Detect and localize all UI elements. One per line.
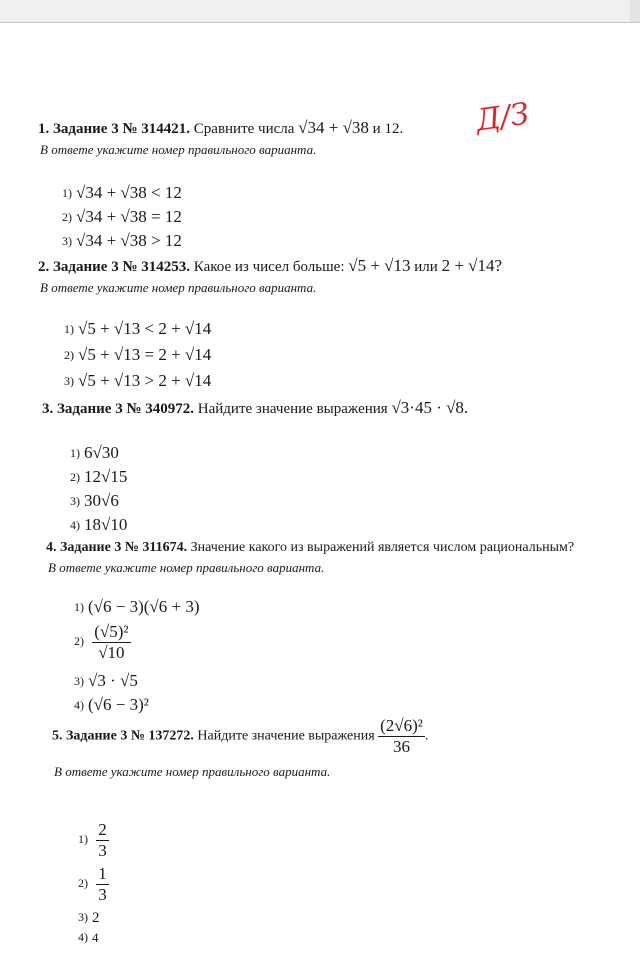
question-1-title: Задание 3 № 314421.	[53, 121, 191, 137]
question-2-title: Задание 3 № 314253.	[53, 259, 191, 275]
question-5-option-1: 1) $\frac{2}{3}$	[78, 820, 107, 860]
scroll-edge	[630, 0, 640, 22]
handwritten-note: Д/З	[473, 96, 532, 139]
question-4-prompt: Значение какого из выражений является числом рациональным?	[190, 540, 575, 555]
question-4-option-1: 1) (√6 − 3)(√6 + 3)	[74, 597, 200, 616]
question-5-prompt: Найдите значение выражения	[197, 728, 375, 744]
question-1-note: В ответе укажите номер правильного варианта.	[40, 142, 317, 157]
question-2-note: В ответе укажите номер правильного варианта.	[40, 280, 317, 295]
question-2-option-3: 3) √5 + √13 > 2 + √14	[64, 371, 212, 390]
question-2-header	[38, 256, 502, 277]
question-2-tail: или	[414, 259, 438, 275]
browser-top-bar	[0, 0, 640, 23]
question-3-prompt: Найдите значение выражения	[197, 401, 388, 417]
fraction: $\frac{\text{(√5)²}}{√10}$	[94, 622, 129, 662]
question-4-option-4: 4) (√6 − 3)²	[74, 695, 149, 714]
question-3-option-1: 1) 6√30	[70, 443, 119, 462]
question-3-expression: √3·45 · √8.	[391, 398, 469, 417]
question-5-title: Задание 3 № 137272.	[66, 728, 194, 744]
question-5-header: 5. Задание 3 № 137272. Найдите значение выражения $\frac{\text{(2√6)²}}{36}$ .	[52, 716, 429, 756]
question-1-prompt: Сравните числа	[193, 121, 295, 137]
question-3-option-3: 3) 30√6	[70, 491, 119, 510]
question-4-option-3: 3) √3 · √5	[74, 671, 138, 690]
question-4-option-2: 2) $\frac{\text{(√5)²}}{√10}$	[74, 622, 129, 662]
question-2-option-2: 2) √5 + √13 = 2 + √14	[64, 345, 212, 364]
question-1-option-1: 1) √34 + √38 < 12	[62, 183, 182, 202]
question-5-number: 5.	[52, 728, 63, 744]
question-1-number: 1.	[38, 121, 50, 137]
question-1-option-2: 2) √34 + √38 = 12	[62, 207, 182, 226]
question-2-expression: √5 + √13	[348, 256, 411, 275]
question-2-expression-2: 2 + √14?	[441, 256, 503, 275]
question-5-note: В ответе укажите номер правильного варианта.	[54, 764, 331, 779]
question-1-tail: и 12.	[372, 121, 404, 137]
question-1-expression: √34 + √38	[298, 118, 369, 137]
question-5-expression: $\frac{\text{(2√6)²}}{36}$	[380, 716, 423, 756]
question-5-option-2: 2) $\frac{1}{3}$	[78, 864, 107, 904]
question-5-option-4: 4) 4	[78, 930, 99, 945]
question-5-option-3: 3) 2	[78, 910, 100, 926]
fraction: $\frac{1}{3}$	[98, 864, 107, 904]
question-3-option-2: 2) 12√15	[70, 467, 128, 486]
question-1-header	[38, 118, 403, 139]
question-3-option-4: 4) 18√10	[70, 515, 128, 534]
question-1-option-3: 3) √34 + √38 > 12	[62, 231, 182, 250]
question-2-number: 2.	[38, 259, 50, 275]
question-2-prompt: Какое из чисел больше:	[193, 259, 345, 275]
question-4-note: В ответе укажите номер правильного варианта.	[48, 560, 325, 575]
question-3-title: Задание 3 № 340972.	[57, 401, 195, 417]
question-3-header	[42, 398, 468, 419]
fraction: $\frac{2}{3}$	[98, 820, 107, 860]
question-2-option-1: 1) √5 + √13 < 2 + √14	[64, 319, 212, 338]
question-4-number: 4.	[46, 540, 57, 555]
question-4-title: Задание 3 № 311674.	[60, 540, 188, 555]
question-3-number: 3.	[42, 401, 54, 417]
question-4-header	[46, 538, 574, 558]
